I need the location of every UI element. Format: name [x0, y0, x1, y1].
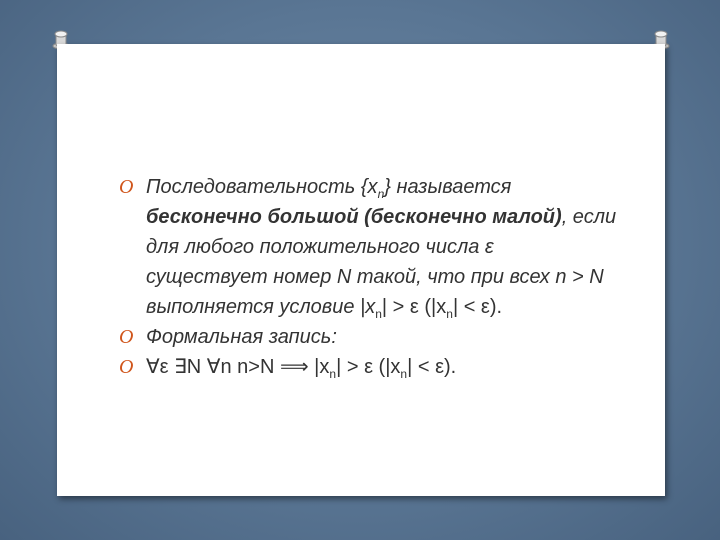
- bullet-item-definition: O Последовательность $\{x_n\}$ называется бесконечно большой (бесконечно малой), если для любого положительного числа ε существует номер N такой, что при всех n > N выполняется условие $|x_n| > \varepsilon$ $(|x_n| < \varepsilon)$.: [119, 172, 619, 322]
- slide-content: [119, 172, 619, 382]
- bullet-icon: O: [119, 356, 134, 378]
- definition-term: бесконечно большой (бесконечно малой): [146, 206, 562, 228]
- bullet-item-formal-label: O Формальная запись:: [119, 322, 619, 352]
- bullet-icon: O: [119, 326, 134, 348]
- bullet-icon: O: [119, 176, 134, 198]
- bullet-item-formula: O ∀ε ∃N ∀n n>N ⟹ $|x_n| > \varepsilon$ $(|x_n| < \varepsilon)$.: [119, 352, 619, 382]
